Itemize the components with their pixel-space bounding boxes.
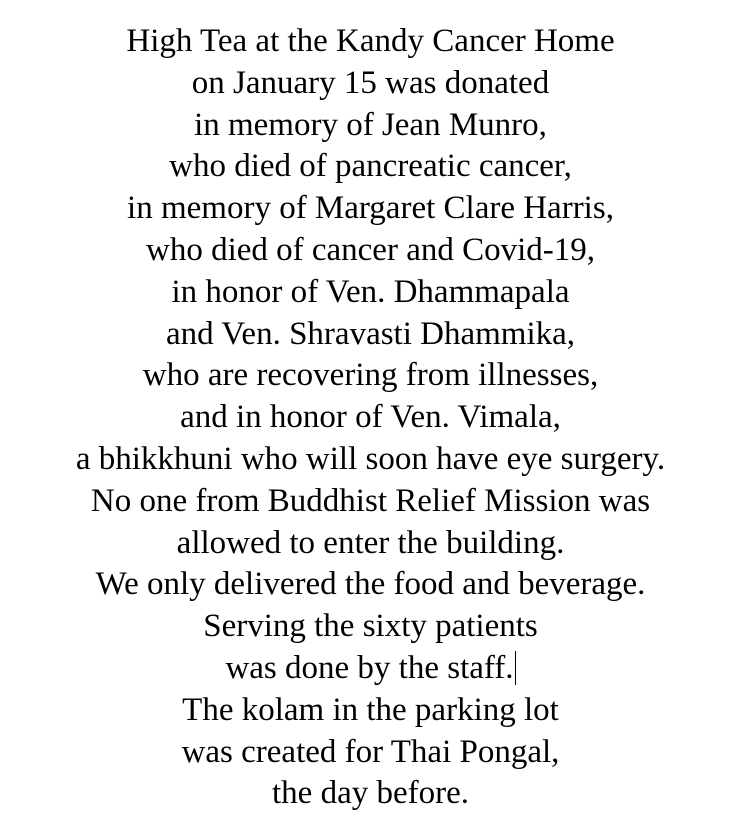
text-line: and in honor of Ven. Vimala, — [180, 399, 561, 436]
text-line: on January 15 was donated — [191, 64, 550, 101]
text-line[interactable]: was done by the staff. — [225, 649, 514, 686]
text-line: allowed to enter the building. — [176, 524, 565, 561]
text-line: the day before. — [272, 775, 469, 812]
text-line: No one from Buddhist Relief Mission was — [90, 482, 651, 519]
text-line: who died of pancreatic cancer, — [169, 148, 572, 185]
text-line: was created for Thai Pongal, — [181, 733, 560, 770]
text-line: and Ven. Shravasti Dhammika, — [165, 315, 576, 352]
text-line: Serving the sixty patients — [203, 608, 538, 645]
text-line: in memory of Margaret Clare Harris, — [127, 190, 614, 227]
text-line: who died of cancer and Covid-19, — [145, 231, 596, 268]
text-caret — [515, 651, 516, 685]
text-line: High Tea at the Kandy Cancer Home — [126, 23, 615, 59]
text-line: who are recovering from illnesses, — [142, 357, 599, 394]
text-line: a bhikkhuni who will soon have eye surgery. — [75, 440, 666, 477]
text-line: in honor of Ven. Dhammapala — [171, 273, 570, 310]
document-body — [0, 21, 741, 815]
text-line-with-caret[interactable] — [0, 648, 741, 690]
text-line: The kolam in the parking lot — [182, 691, 559, 728]
text-line: in memory of Jean Munro, — [194, 106, 547, 143]
text-line: We only delivered the food and beverage. — [95, 566, 646, 603]
